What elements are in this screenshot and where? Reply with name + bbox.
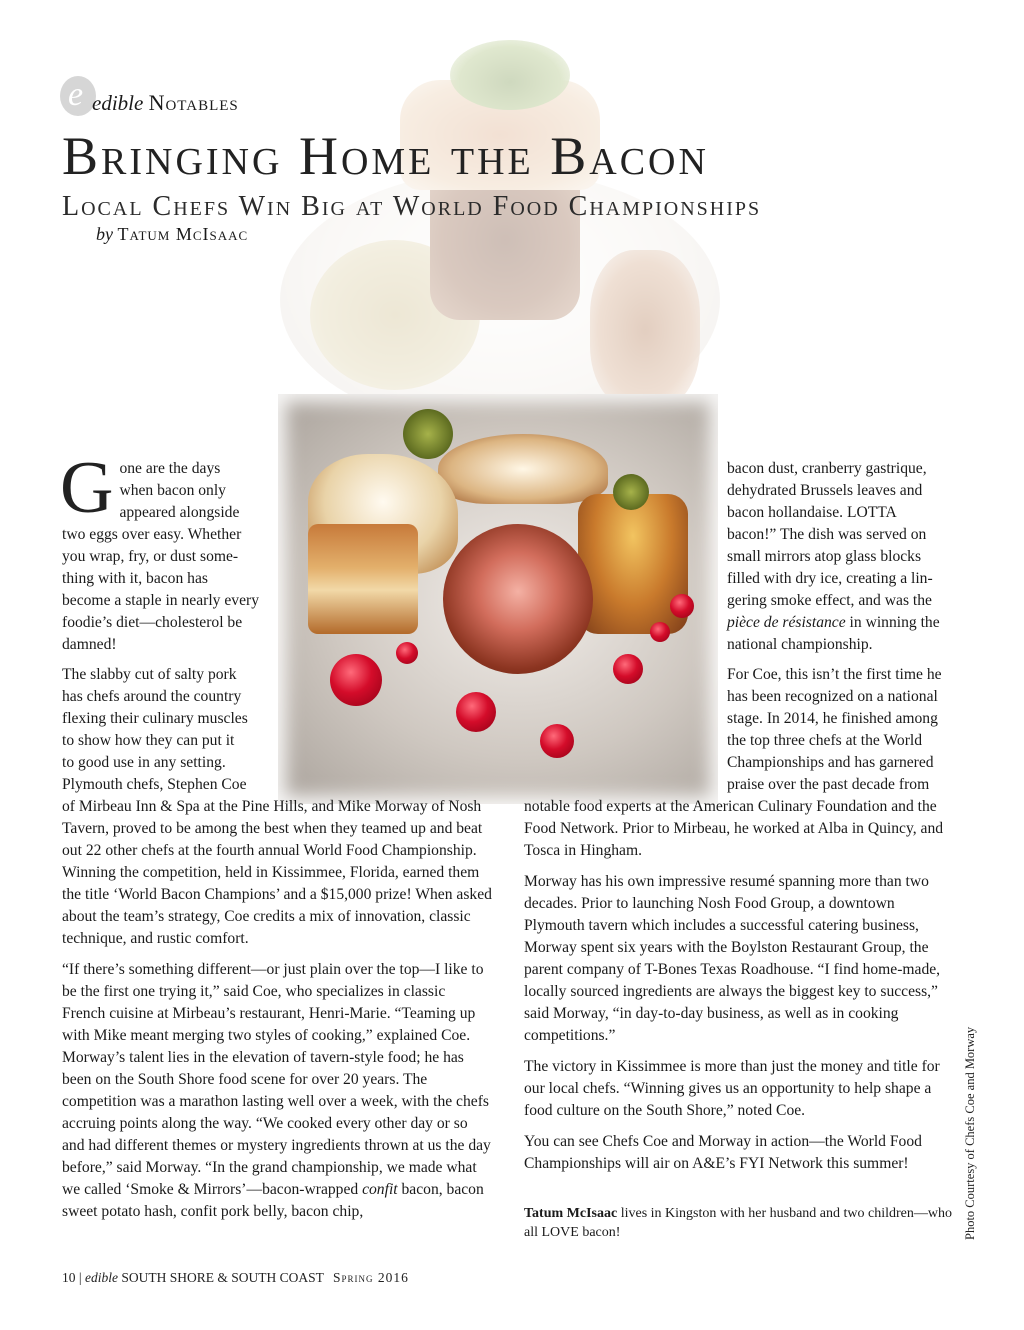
article-headline: Bringing Home the Bacon: [62, 126, 709, 186]
text-line: thing with it, bacon has: [62, 570, 208, 587]
text-line: bacon!” The dish was served on: [727, 526, 927, 543]
byline-author: Tatum McIsaac: [117, 224, 249, 244]
text-line: gering smoke effect, and was the: [727, 592, 932, 609]
footer-edible: edible: [84, 1270, 118, 1285]
photo-credit: Photo Courtesy of Chefs Coe and Morway: [963, 1026, 977, 1240]
text-line: the top three chefs at the World: [727, 732, 923, 749]
text-line: pièce de résistance in winning the: [727, 614, 940, 631]
text-line: become a staple in nearly every: [62, 592, 259, 609]
text-line: filled with dry ice, creating a lin-: [727, 570, 933, 587]
text-line: bacon hollandaise. LOTTA: [727, 504, 897, 521]
footer-season: Spring 2016: [332, 1270, 409, 1285]
text-line: For Coe, this isn’t the first time he: [727, 666, 942, 683]
paragraph: The victory in Kissimmee is more than just the money and title for our local chefs. “Winning gives us an opportunity to help shape a food culture on the South Shore,” noted Coe.: [524, 1058, 940, 1119]
bio-text: lives in Kingston with her husband and two children—who all LOVE bacon!: [524, 1206, 952, 1240]
page-number: 10: [62, 1270, 76, 1285]
drop-cap: G: [60, 447, 114, 529]
text-line: to good use in any setting.: [62, 754, 226, 771]
text-line: flexing their culinary muscles: [62, 710, 248, 727]
author-bio: [524, 1204, 954, 1242]
text-line: bacon dust, cranberry gastrique,: [727, 460, 927, 477]
text-line: Championships and has garnered: [727, 754, 934, 771]
text-line: appeared alongside: [119, 504, 240, 521]
kicker-edible: edible: [92, 91, 144, 115]
paragraph: “If there’s something different—or just plain over the top—I like to be the first one trying it,” said Coe, who specializes in classic French cuisine at Mirbeau’s restaurant, Henri-Marie. “Teaming up with Mike meant merging two styles of cooking,” explained Coe. Morway’s talent lies in the elevation of tavern-style food; he has been on the South Shore food scene for over 20 years. The competition was a marathon lasting well over a week, with the chefs accruing points along the way. “We cooked every other day or so and had different themes or mystery ingredients thrown at us the day before,” said Morway. “In the grand championship, we made what we called ‘Smoke & Mirrors’—bacon-wrapped confit bacon, bacon sweet potato hash, confit pork belly, bacon chip,: [62, 961, 491, 1220]
kicker-notables: Notables: [148, 90, 239, 115]
paragraph: notable food experts at the American Culinary Foundation and the Food Network. Prior to Mirbeau, he worked at Alba in Quincy, and Tosca in Hingham.: [524, 798, 944, 859]
byline-by: by: [96, 224, 113, 244]
text-line: has chefs around the country: [62, 688, 242, 705]
left-column-body: [62, 796, 492, 1232]
text-line: two eggs over easy. Whether: [62, 526, 242, 543]
footer-separator: |: [78, 1270, 82, 1285]
section-kicker: [92, 92, 239, 114]
paragraph: You can see Chefs Coe and Morway in action—the World Food Championships will air on A&E’s FYI Network this summer!: [524, 1133, 922, 1172]
text-line: Plymouth chefs, Stephen Coe: [62, 776, 247, 793]
article-subhead: Local Chefs Win Big at World Food Championships: [62, 191, 762, 222]
left-column-intro: [60, 447, 262, 796]
text-line: praise over the past decade from: [727, 776, 930, 793]
bio-author-name: Tatum McIsaac: [524, 1206, 618, 1221]
text-line: stage. In 2014, he finished among: [727, 710, 938, 727]
right-column-body: [524, 796, 954, 1184]
paragraph: of Mirbeau Inn & Spa at the Pine Hills, and Mike Morway of Nosh Tavern, proved to be among the best when they teamed up and beat out 22 other chefs at the fourth annual World Food Championship. Winning the competition, held in Kissimmee, Florida, earned them the title ‘World Bacon Champions’ and a $15,000 prize! When asked about the team’s strategy, Coe credits a mix of innovation, classic technique, and rustic comfort.: [62, 798, 492, 947]
dish-photo: [278, 394, 718, 804]
paragraph: Morway has his own impressive resumé spanning more than two decades. Prior to launching Nosh Food Group, a downtown Plymouth tavern which includes a successful catering business, Morway spent six years with the Boylston Restaurant Group, the parent company of T-Bones Texas Roadhouse. “I find home-made, locally sourced ingredients are always the biggest key to success,” said Morway, “in day-to-day business, as well as in cooking competitions.”: [524, 873, 941, 1044]
text-line: dehydrated Brussels leaves and: [727, 482, 923, 499]
right-column-intro: [727, 458, 959, 796]
text-line: small mirrors atop glass blocks: [727, 548, 922, 565]
page-footer: [62, 1269, 409, 1287]
text-line: The slabby cut of salty pork: [62, 666, 237, 683]
edible-logo-icon: e: [60, 76, 100, 120]
text-line: national championship.: [727, 636, 873, 653]
text-line: damned!: [62, 636, 117, 653]
text-line: when bacon only: [119, 482, 226, 499]
text-line: to show how they can put it: [62, 732, 235, 749]
text-line: has been recognized on a national: [727, 688, 938, 705]
text-line: one are the days: [119, 460, 221, 477]
text-line: you wrap, fry, or dust some-: [62, 548, 239, 565]
byline: [96, 224, 248, 244]
footer-publication: SOUTH SHORE & SOUTH COAST: [121, 1270, 324, 1285]
text-line: foodie’s diet—cholesterol be: [62, 614, 243, 631]
